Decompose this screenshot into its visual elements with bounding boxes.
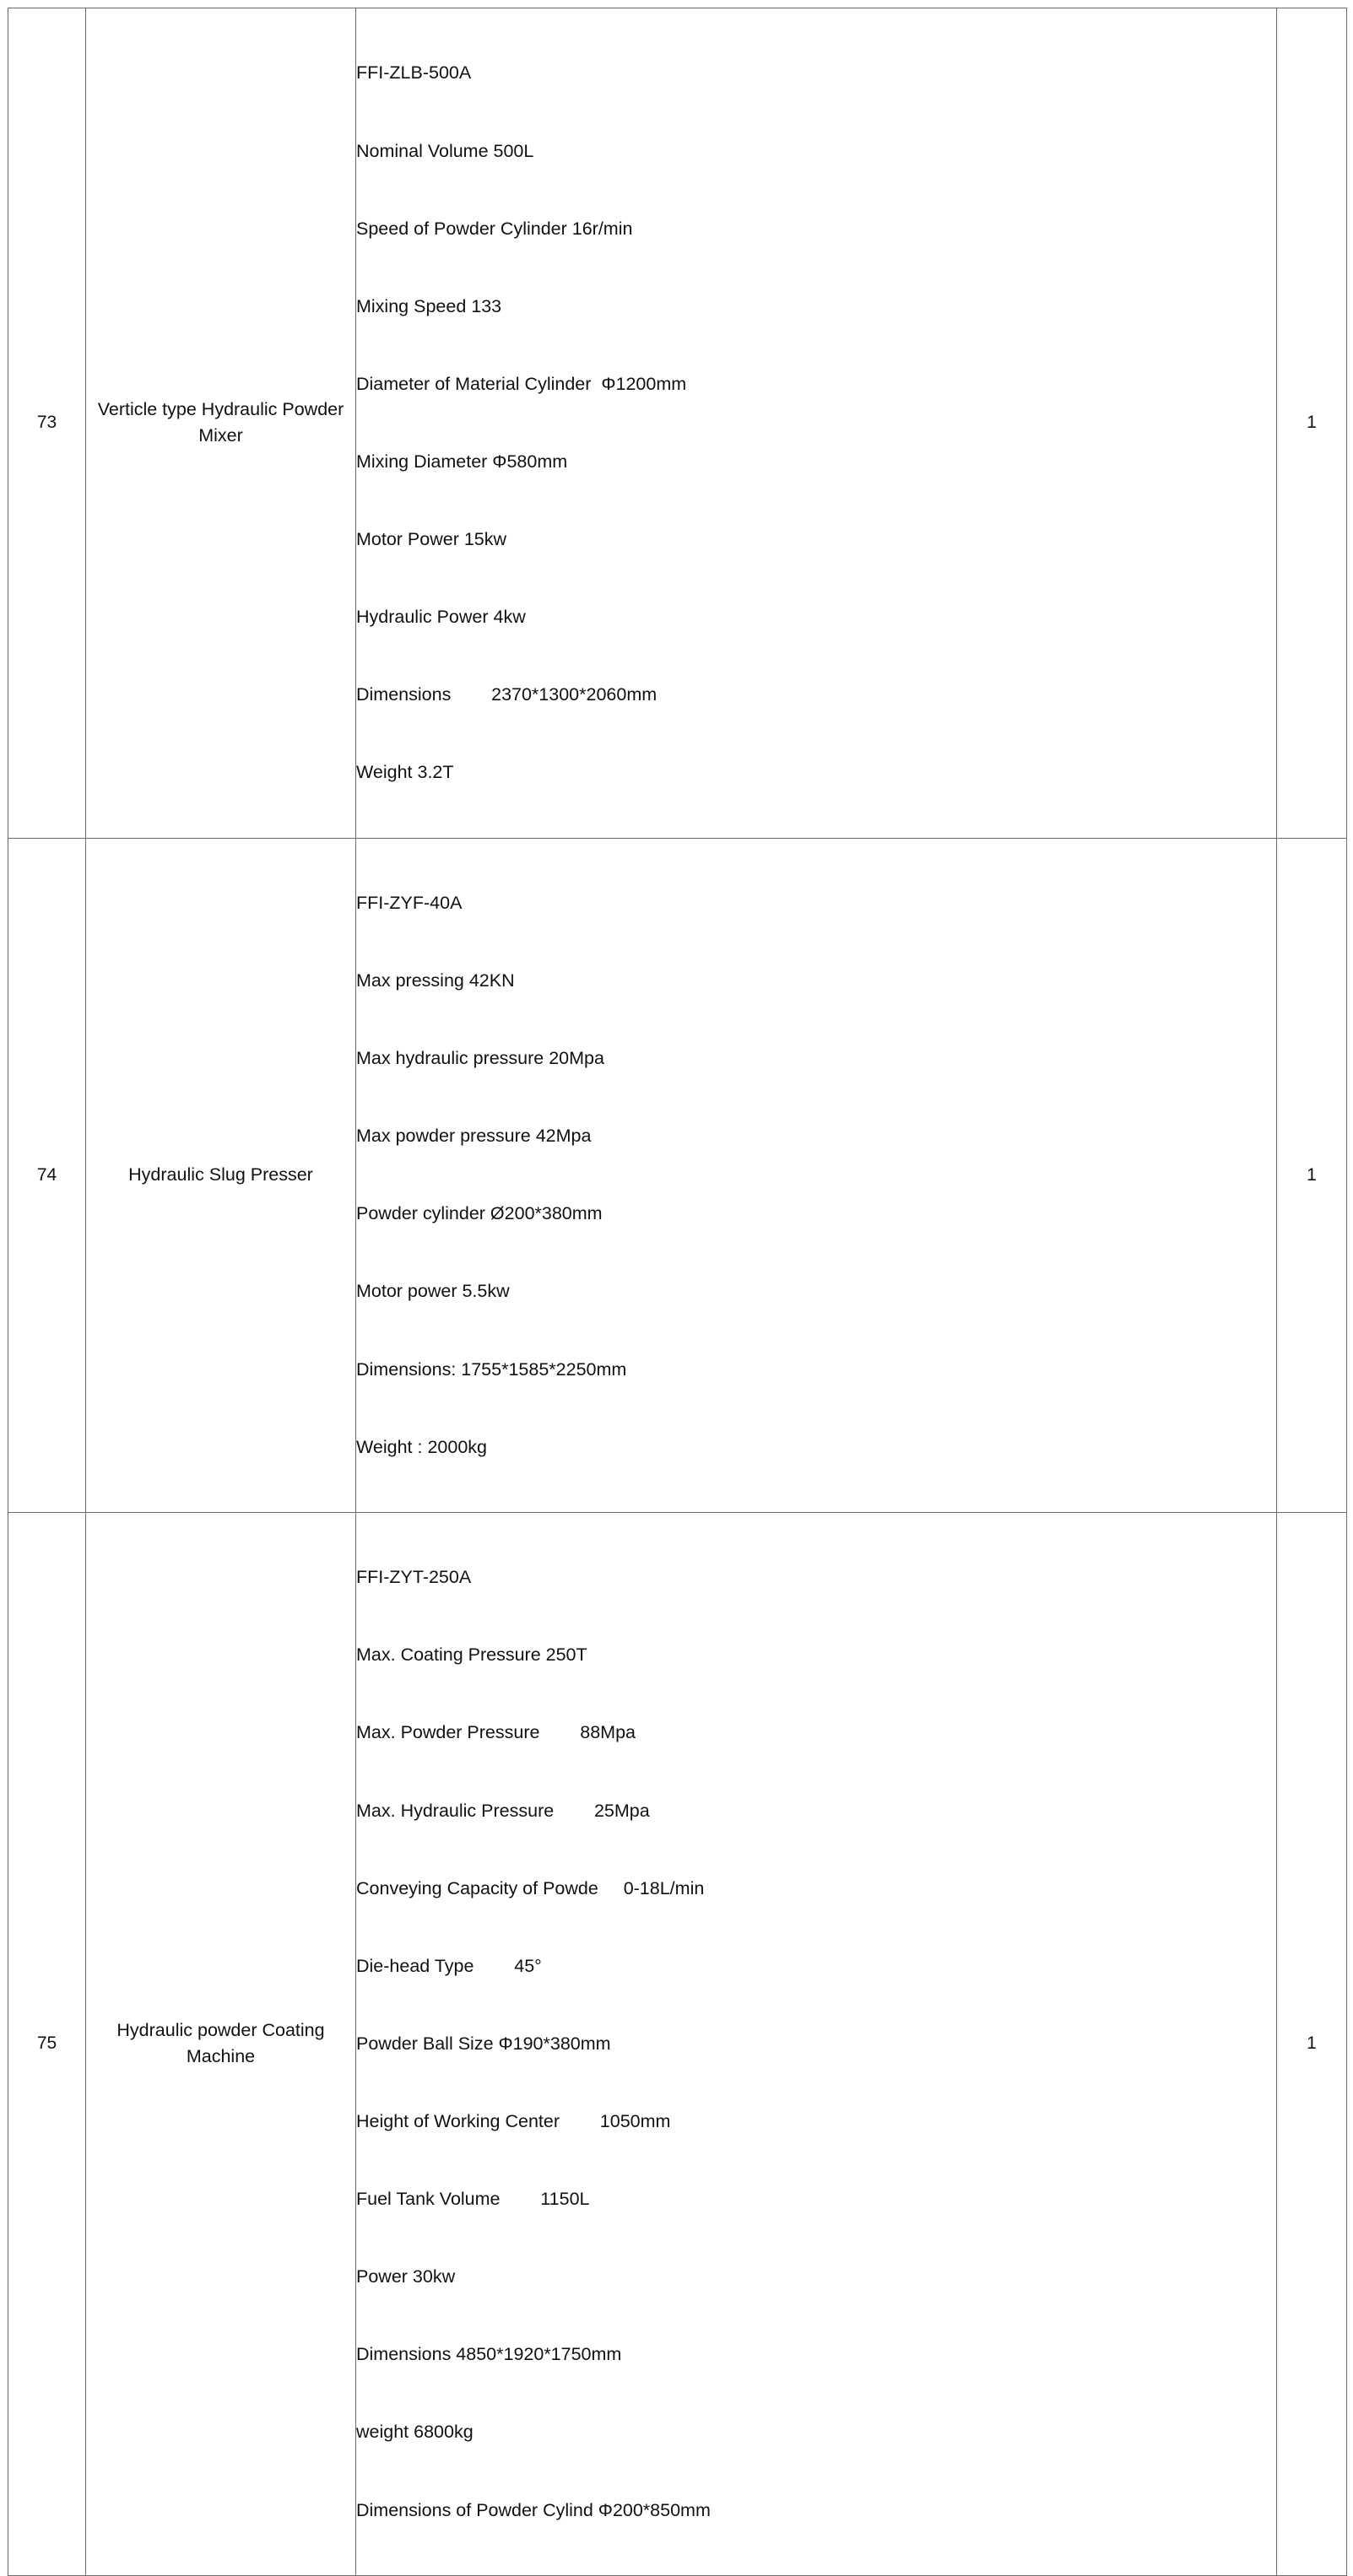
spec-line: Motor power 5.5kw	[356, 1281, 510, 1302]
spec-line: Max. Coating Pressure 250T	[356, 1644, 587, 1666]
spec-line: FFI-ZYT-250A	[356, 1567, 472, 1588]
item-number: 73	[8, 8, 86, 839]
equipment-table	[8, 8, 1347, 2576]
spec-line: FFI-ZYF-40A	[356, 892, 463, 913]
item-specifications	[356, 838, 1277, 1512]
table-row	[8, 1512, 1347, 2575]
spec-line: Max. Hydraulic Pressure 25Mpa	[356, 1800, 650, 1821]
spec-line: Motor Power 15kw	[356, 529, 507, 550]
spec-line: Speed of Powder Cylinder 16r/min	[356, 218, 633, 239]
item-name: Verticle type Hydraulic Powder Mixer	[86, 8, 356, 839]
spec-line: Diameter of Material Cylinder Φ1200mm	[356, 373, 687, 394]
item-quantity: 1	[1277, 838, 1347, 1512]
spec-line: Powder cylinder Ø200*380mm	[356, 1203, 603, 1224]
item-name: Hydraulic Slug Presser	[86, 838, 356, 1512]
spec-list	[356, 839, 1276, 1512]
spec-line: Dimensions 2370*1300*2060mm	[356, 684, 658, 705]
spec-line: Max. Powder Pressure 88Mpa	[356, 1722, 636, 1743]
table-row	[8, 838, 1347, 1512]
spec-line: Dimensions 4850*1920*1750mm	[356, 2344, 622, 2365]
item-name: Hydraulic powder Coating Machine	[86, 1512, 356, 2575]
spec-line: Max pressing 42KN	[356, 970, 515, 991]
spec-line: Mixing Speed 133	[356, 295, 502, 316]
spec-line: Conveying Capacity of Powde 0-18L/min	[356, 1877, 705, 1898]
spec-line: Fuel Tank Volume 1150L	[356, 2189, 590, 2210]
item-specifications	[356, 8, 1277, 839]
spec-line: Die-head Type 45°	[356, 1955, 542, 1976]
item-number: 75	[8, 1512, 86, 2575]
item-quantity: 1	[1277, 8, 1347, 839]
spec-line: Dimensions of Powder Cylind Φ200*850mm	[356, 2499, 711, 2520]
spec-line: Dimensions: 1755*1585*2250mm	[356, 1358, 627, 1380]
table-row	[8, 8, 1347, 839]
spec-line: Powder Ball Size Φ190*380mm	[356, 2033, 611, 2054]
spec-line: Nominal Volume 500L	[356, 140, 534, 161]
item-number: 74	[8, 838, 86, 1512]
spec-line: Power 30kw	[356, 2266, 456, 2287]
spec-line: Max powder pressure 42Mpa	[356, 1126, 592, 1147]
spec-line: Weight 3.2T	[356, 762, 454, 783]
spec-line: Weight : 2000kg	[356, 1436, 487, 1457]
spec-line: Max hydraulic pressure 20Mpa	[356, 1048, 604, 1069]
spec-list	[356, 1513, 1276, 2575]
spec-line: Height of Working Center 1050mm	[356, 2110, 671, 2131]
spec-line: FFI-ZLB-500A	[356, 62, 472, 84]
spec-line: Mixing Diameter Φ580mm	[356, 451, 568, 472]
spec-list	[356, 8, 1276, 838]
item-quantity: 1	[1277, 1512, 1347, 2575]
spec-line: weight 6800kg	[356, 2422, 474, 2443]
item-specifications	[356, 1512, 1277, 2575]
spec-line: Hydraulic Power 4kw	[356, 607, 526, 628]
